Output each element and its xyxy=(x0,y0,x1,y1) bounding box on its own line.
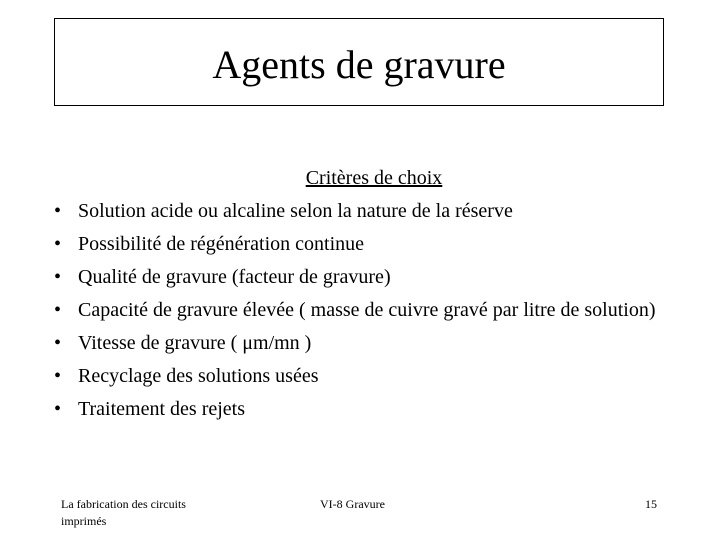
footer-course-title: La fabrication des circuits imprimés xyxy=(61,497,186,528)
bullet-icon: • xyxy=(54,299,62,321)
title-box xyxy=(54,18,664,106)
bullet-item xyxy=(54,327,694,360)
bullet-text: Capacité de gravure élevée ( masse de cuivre gravé par litre de solution) xyxy=(78,299,656,321)
footer-section: VI-8 Gravure xyxy=(320,497,385,511)
bullet-icon: • xyxy=(54,200,62,222)
slide-body xyxy=(54,162,694,426)
bullet-item xyxy=(54,393,694,426)
bullet-item xyxy=(54,294,694,327)
bullet-list xyxy=(54,195,694,426)
bullet-icon: • xyxy=(54,398,62,420)
bullet-text: Possibilité de régénération continue xyxy=(78,233,365,255)
bullet-item xyxy=(54,228,694,261)
bullet-icon: • xyxy=(54,332,62,354)
bullet-item xyxy=(54,360,694,393)
slide-title: Agents de gravure xyxy=(212,42,506,87)
bullet-item xyxy=(54,261,694,294)
bullet-item xyxy=(54,195,694,228)
footer-page-number: 15 xyxy=(645,497,657,511)
bullet-text: Traitement des rejets xyxy=(78,398,246,420)
subtitle: Critères de choix xyxy=(305,167,443,189)
bullet-text: Vitesse de gravure ( μm/mn ) xyxy=(78,332,312,354)
bullet-icon: • xyxy=(54,266,62,288)
bullet-icon: • xyxy=(54,365,62,387)
bullet-text: Recyclage des solutions usées xyxy=(78,365,319,387)
bullet-text: Qualité de gravure (facteur de gravure) xyxy=(78,266,391,288)
bullet-text: Solution acide ou alcaline selon la nature de la réserve xyxy=(78,200,513,222)
bullet-icon: • xyxy=(54,233,62,255)
